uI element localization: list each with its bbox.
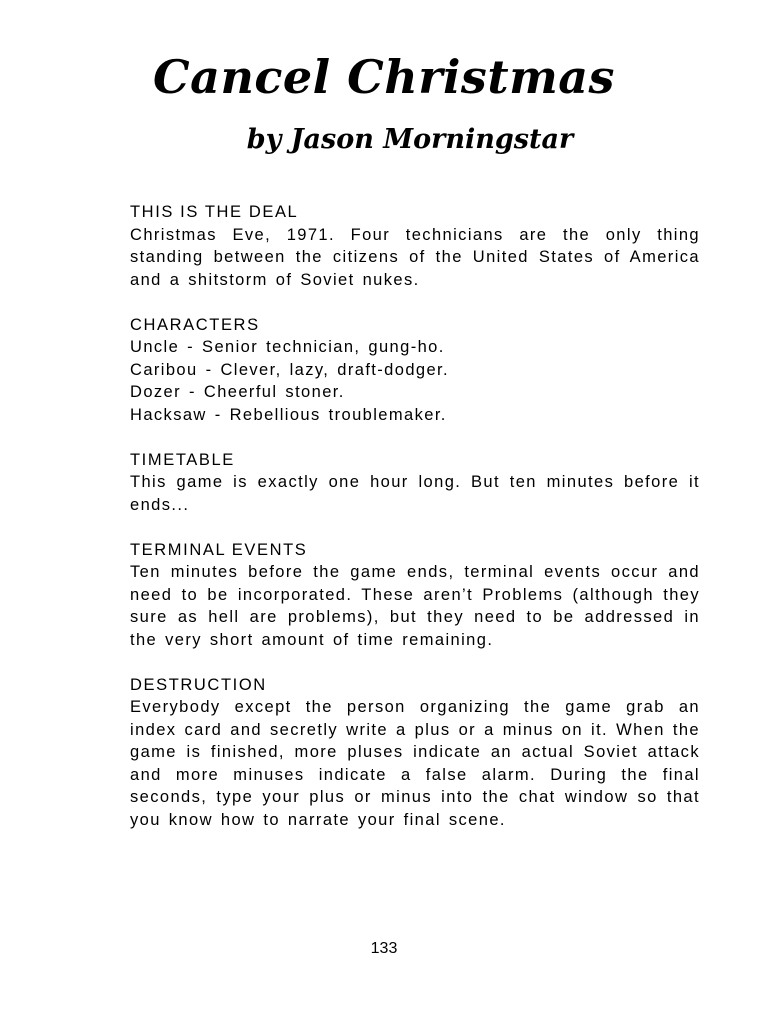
section-paragraph: Ten minutes before the game ends, terminal events occur and need to be incorporated. These aren’t Problems (although they sure as hell are problems), but they need to be addressed in the very short amount of time remaining. bbox=[130, 563, 700, 649]
author-byline: by Jason Morningstar bbox=[246, 124, 574, 155]
section-destruction bbox=[130, 674, 700, 832]
character-entry: Uncle - Senior technician, gung-ho. bbox=[130, 338, 445, 356]
section-heading: DESTRUCTION bbox=[130, 675, 267, 694]
section-paragraph: Christmas Eve, 1971. Four technicians are the only thing standing between the citizens of the United States of America and a shitstorm of Soviet nukes. bbox=[130, 225, 700, 289]
character-entry: Dozer - Cheerful stoner. bbox=[130, 383, 345, 401]
section-heading: CHARACTERS bbox=[130, 315, 260, 334]
section-deal bbox=[130, 201, 700, 291]
character-entry: Caribou - Clever, lazy, draft-dodger. bbox=[130, 360, 450, 379]
body-text bbox=[130, 201, 700, 854]
character-entry: Hacksaw - Rebellious troublemaker. bbox=[130, 405, 447, 424]
section-terminal-events bbox=[130, 539, 700, 652]
section-paragraph: This game is exactly one hour long. But ten minutes before it ends... bbox=[130, 473, 700, 514]
section-heading: TERMINAL EVENTS bbox=[130, 540, 308, 559]
section-paragraph: Everybody except the person organizing the game grab an index card and secretly write a plus or a minus on it. When the game is finished, more pluses indicate an actual Soviet attack and more minuses indicate a false alarm. During the final seconds, type your plus or minus into the chat window so that you know how to narrate your final scene. bbox=[130, 698, 700, 829]
page-number: 133 bbox=[370, 940, 398, 957]
section-characters bbox=[130, 314, 700, 427]
section-heading: TIMETABLE bbox=[130, 450, 235, 469]
section-timetable bbox=[130, 449, 700, 517]
page-title: Cancel Christmas bbox=[153, 50, 615, 104]
section-heading: THIS IS THE DEAL bbox=[130, 203, 299, 221]
